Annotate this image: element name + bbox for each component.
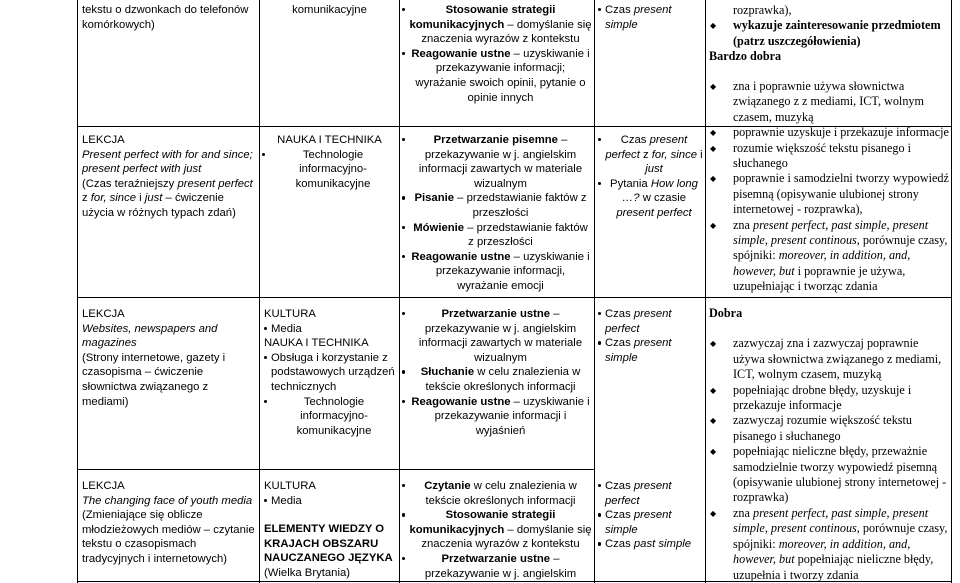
lesson-label: LEKCJA: [82, 308, 125, 320]
skill-item: Słuchanie w celu znalezienia w tekście określonych informacji: [402, 365, 592, 394]
topic-cell: [262, 3, 397, 18]
table-row-divider: [77, 297, 952, 298]
requirement-item: ◆ zazwyczaj rozumie większość tekstu pisanego i słuchanego: [709, 413, 949, 444]
lesson-label: LEKCJA: [82, 134, 125, 146]
grammar-cell: [598, 3, 703, 32]
topic-cell: [264, 307, 397, 438]
topic-text: komunikacyjne: [292, 4, 367, 16]
requirements-cell: [709, 306, 949, 583]
lesson-title: Present perfect with for and since; present perfect with just: [82, 148, 253, 176]
lesson-title: Websites, newspapers and magazines: [82, 322, 218, 350]
skill-name: Mówienie: [413, 221, 465, 234]
grammar-item: Czas present perfect: [598, 307, 703, 336]
skill-name: Przetwarzanie ustne: [441, 552, 551, 565]
topic-heading: ELEMENTY WIEDZY O KRAJACH OBSZARU NAUCZANEGO JĘZYKA: [264, 523, 393, 565]
requirement-item: ◆ zazwyczaj zna i zazwyczaj poprawnie używa słownictwa związanego z mediami, ICT, wolnym czasem, muzyką: [709, 336, 949, 382]
lesson-cell: [82, 479, 257, 567]
grade-heading: Dobra: [709, 306, 743, 320]
requirement-item: ◆ poprawnie uzyskuje i przekazuje informacje: [709, 125, 949, 140]
table-column-divider: [259, 0, 260, 583]
skill-item: Mówienie – przedstawianie faktów z przeszłości: [402, 221, 592, 250]
grammar-item: Czas present perfect: [598, 479, 703, 508]
topic-heading: KULTURA: [264, 308, 316, 320]
lesson-cell: [82, 133, 257, 221]
lesson-title: The changing face of youth media: [82, 494, 253, 507]
skill-name: Pisanie: [414, 192, 455, 205]
skill-item: Pisanie – przedstawianie faktów z przeszłości: [402, 191, 592, 220]
skill-item: Przetwarzanie pisemne – przekazywanie w j. angielskim informacji zawartych w materiale wizualnym: [402, 133, 592, 191]
topic-heading: KULTURA: [264, 480, 316, 492]
table-column-divider: [399, 0, 400, 583]
requirement-item: ◆ zna present perfect, past simple, present simple, present continous, porównuje czasy, spójniki: moreover, in addition, and, however, but popełniając nieliczne błędy, uzupełnia i tworzy zdania: [709, 506, 949, 583]
topic-cell: [264, 479, 397, 581]
table-row-divider: [77, 469, 595, 470]
skill-name: Przetwarzanie ustne: [441, 308, 551, 320]
skills-cell: [402, 307, 592, 438]
skill-item: Reagowanie ustne – uzyskiwanie i przekazywanie informacji, wyrażanie emocji: [402, 250, 592, 294]
grammar-cell: [598, 133, 703, 221]
requirement-item: ◆ poprawnie i samodzielni tworzy wypowiedź pisemną (opisywanie ulubionej strony internetowej - rozprawka),: [709, 171, 949, 217]
grammar-cell: [598, 307, 703, 365]
requirement-item: ◆ zna present perfect, past simple, present simple, present continous, porównuje czasy, spójniki: moreover, in addition, and, however, but i poprawnie je używa, uzupełniając i tworząc zdania: [709, 218, 949, 295]
topic-item: Technologie informacyjno-komunikacyjne: [264, 395, 397, 439]
skill-name: Słuchanie: [420, 366, 475, 379]
skill-item: Czytanie w celu znalezienia w tekście określonych informacji: [402, 479, 592, 508]
table-border-right: [951, 0, 952, 583]
skills-cell: [402, 3, 592, 105]
lesson-description: (Strony internetowe, gazety i czasopisma – ćwiczenie słownictwa związanego z mediami): [82, 351, 226, 408]
requirement-item: ◆ rozumie większość tekstu pisanego i słuchanego: [709, 141, 949, 172]
topic-note: (Wielka Brytania): [264, 566, 351, 579]
grammar-item: Czas present simple: [598, 336, 703, 365]
grammar-item: Czas present simple: [598, 508, 703, 537]
skill-item: Reagowanie ustne – uzyskiwanie i przekazywanie informacji i wyjaśnień: [402, 395, 592, 439]
skills-cell: [402, 479, 592, 581]
lesson-description: tekstu o dzwonkach do telefonów komórkowych): [82, 4, 249, 31]
lesson-description: (Czas teraźniejszy present perfect z for, since i just – ćwiczenie użycia w różnych typach zdań): [82, 177, 253, 219]
skill-item: Stosowanie strategii komunikacyjnych – domyślanie się znaczenia wyrazów z kontekstu: [402, 508, 592, 552]
grammar-cell: [598, 479, 703, 552]
requirement-item: ◆ popełniając drobne błędy, uzyskuje i przekazuje informacje: [709, 383, 949, 414]
lesson-label: LEKCJA: [82, 480, 125, 492]
requirement-item: ◆ popełniając nieliczne błędy, przeważnie samodzielnie tworzy wypowiedź pisemną (opisywanie ulubionej strony internetowej - rozprawka): [709, 444, 949, 506]
topic-item: Obsługa i korzystanie z podstawowych urządzeń technicznych: [264, 351, 397, 395]
skill-item: Reagowanie ustne – uzyskiwanie i przekazywanie informacji; wyrażanie swoich opinii, pytanie o opinie innych: [402, 47, 592, 105]
skill-name: Reagowanie ustne: [411, 47, 511, 60]
topic-item: Media: [264, 322, 397, 337]
skill-name: Czytanie: [424, 480, 471, 492]
requirement-item: ◆ wykazuje zainteresowanie przedmiotem (patrz uszczegółowienia): [709, 18, 949, 49]
requirements-cell: [709, 79, 949, 295]
grammar-item: Czas past simple: [598, 537, 703, 552]
skill-item: Przetwarzanie ustne – przekazywanie w j. angielskim: [402, 552, 592, 581]
skill-name: Reagowanie ustne: [411, 250, 511, 263]
skill-name: Stosowanie strategii komunikacyjnych: [409, 509, 556, 536]
skill-name: Przetwarzanie pisemne: [433, 134, 558, 146]
requirements-cell: [709, 3, 949, 65]
table-column-divider: [594, 0, 595, 583]
spacer: [709, 321, 949, 336]
grammar-item: Pytania How long …? w czasie present perfect: [598, 177, 703, 221]
table-column-divider: [705, 0, 706, 583]
topic-heading: NAUKA I TECHNIKA: [277, 134, 382, 146]
lesson-cell: [82, 307, 257, 409]
requirement-item: ◆ zna i poprawnie używa słownictwa związanego z z mediami, ICT, wolnym czasem, muzyką: [709, 79, 949, 125]
topic-heading: NAUKA I TECHNIKA: [264, 337, 369, 350]
skill-item: Przetwarzanie ustne – przekazywanie w j. angielskim informacji zawartych w materiale wizualnym: [402, 307, 592, 365]
topic-item: Technologie informacyjno-komunikacyjne: [262, 148, 397, 192]
lesson-description: (Zmieniające się oblicze młodzieżowych mediów – czytanie tekstu o czasopismach tradycyjnych i internetowych): [82, 509, 255, 565]
lesson-cell: [82, 3, 257, 32]
grammar-item: Czas present simple: [598, 3, 703, 32]
requirement-continuation: rozprawka),: [733, 3, 792, 17]
skills-cell: [402, 133, 592, 294]
topic-item: Media: [264, 494, 397, 509]
skill-item: Stosowanie strategii komunikacyjnych – domyślanie się znaczenia wyrazów z kontekstu: [402, 3, 592, 47]
topic-cell: [262, 133, 397, 191]
skill-name: Reagowanie ustne: [411, 395, 511, 408]
grammar-item: Czas present perfect z for, since i just: [598, 133, 703, 177]
table-border-left: [77, 0, 78, 583]
grade-heading: Bardzo dobra: [709, 49, 782, 64]
skill-name: Stosowanie strategii komunikacyjnych: [409, 4, 556, 31]
